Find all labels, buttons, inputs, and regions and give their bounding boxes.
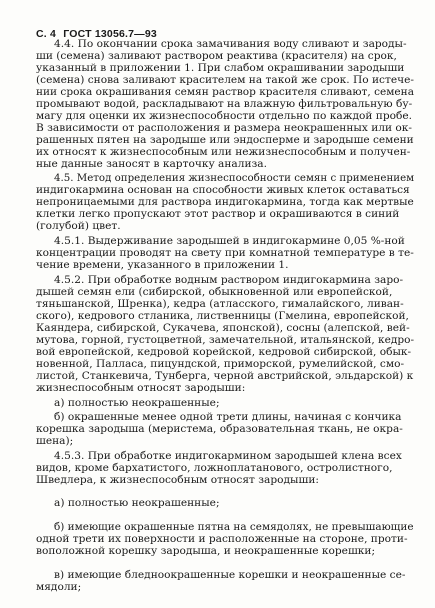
text-line: 4.5.1. Выдерживание зародышей в индигокармине 0,05 %-ной [54,235,405,247]
text-line: вой европейской, кедровой корейской, кедровой сибирской, обык- [36,346,412,358]
text-line: ные данные заносят в карточку анализа. [36,158,267,170]
text-line: нии срока окрашивания семян раствор красителя сливают, семена [36,86,414,98]
text-line: б) имеющие окрашенные пятна на семядолях, не превышающие [54,521,414,533]
text-line: индигокармина основан на способности живых клеток оставаться [36,184,410,196]
text-line: в) имеющие бледноокрашенные корешки и неокрашенные се- [54,569,406,581]
text-line: тяньшанской, Шренка), кедра (атласского, гималайского, ливан- [36,298,404,310]
page-number: С. 4 [36,28,57,40]
text-line: мядоли; [36,581,82,593]
text-line: 4.4. По окончании срока замачивания воду сливают и зароды- [54,38,407,50]
text-line: одной трети их поверхности и расположенные на стороне, проти- [36,533,408,545]
text-line: 4.5. Метод определения жизнеспособности семян с применением [54,172,415,184]
text-line: (голубой) цвет. [36,220,121,232]
text-line: концентрации проводят на свету при комнатной температуре в те- [36,247,414,259]
text-line: шена); [36,435,74,447]
text-line: 4.5.2. При обработке водным раствором индигокармина заро- [54,274,404,286]
text-line: мутова, горной, густоцветной, замечательной, итальянской, кедро- [36,334,415,346]
text-line: ского), кедрового стланика, лиственницы (Гмелина, европейской, [36,310,409,322]
text-line: корешка зародыша (меристема, образовательная ткань, не окра- [36,423,403,435]
text-line: 4.5.3. При обработке индигокармином зародышей клена всех [54,450,402,462]
text-line: листой, Станкевича, Тунберга, черной австрийской, эльдарской) к [36,370,414,382]
text-line: воположной корешку зародыша, и неокрашенные корешки; [36,545,376,557]
text-line: ши (семена) заливают раствором реактива (красителя) на срок, [36,50,397,62]
text-line: а) полностью неокрашенные; [54,497,220,509]
text-line: (семена) снова заливают красителем на такой же срок. По истече- [36,74,414,86]
text-line: клетки легко пропускают этот раствор и окрашиваются в синий [36,208,400,220]
text-line: магу для оценки их жизнеспособности отдельно по каждой пробе. [36,110,413,122]
text-line: рашенных пятен на зародыше или эндосперме и зародыше семени [36,134,414,146]
text-line: видов, кроме бархатистого, ложноплатанового, остролистного, [36,462,393,474]
text-line: их относят к жизнеспособным или нежизнеспособным и получен- [36,146,411,158]
text-line: чение времени, указанного в приложении 1. [36,259,289,271]
standard-code: ГОСТ 13056.7—93 [63,28,157,40]
text-line: жизнеспособным относят зародыши: [36,382,246,394]
text-line: Каяндера, сибирской, Сукачева, японской), сосны (алепской, вей- [36,322,410,334]
text-line: непроницаемыми для раствора индигокармина, тогда как мертвые [36,196,414,208]
text-line: а) полностью неокрашенные; [54,397,220,409]
text-line: промывают водой, раскладывают на влажную фильтровальную бу- [36,98,413,110]
text-line: указанный в приложении 1. При слабом окрашивании зародыши [36,62,405,74]
text-line: Шведлера, к жизнеспособным относят зародыши: [36,474,319,486]
text-line: В зависимости от расположения и размера неокрашенных или ок- [36,122,412,134]
text-line: дышей семян ели (сибирской, обыкновенной или европейской, [36,286,393,298]
text-line: новенной, Палласа, пицундской, приморской, румелийской, смо- [36,358,405,370]
text-line: б) окрашенные менее одной трети длины, начиная с кончика [54,411,402,423]
